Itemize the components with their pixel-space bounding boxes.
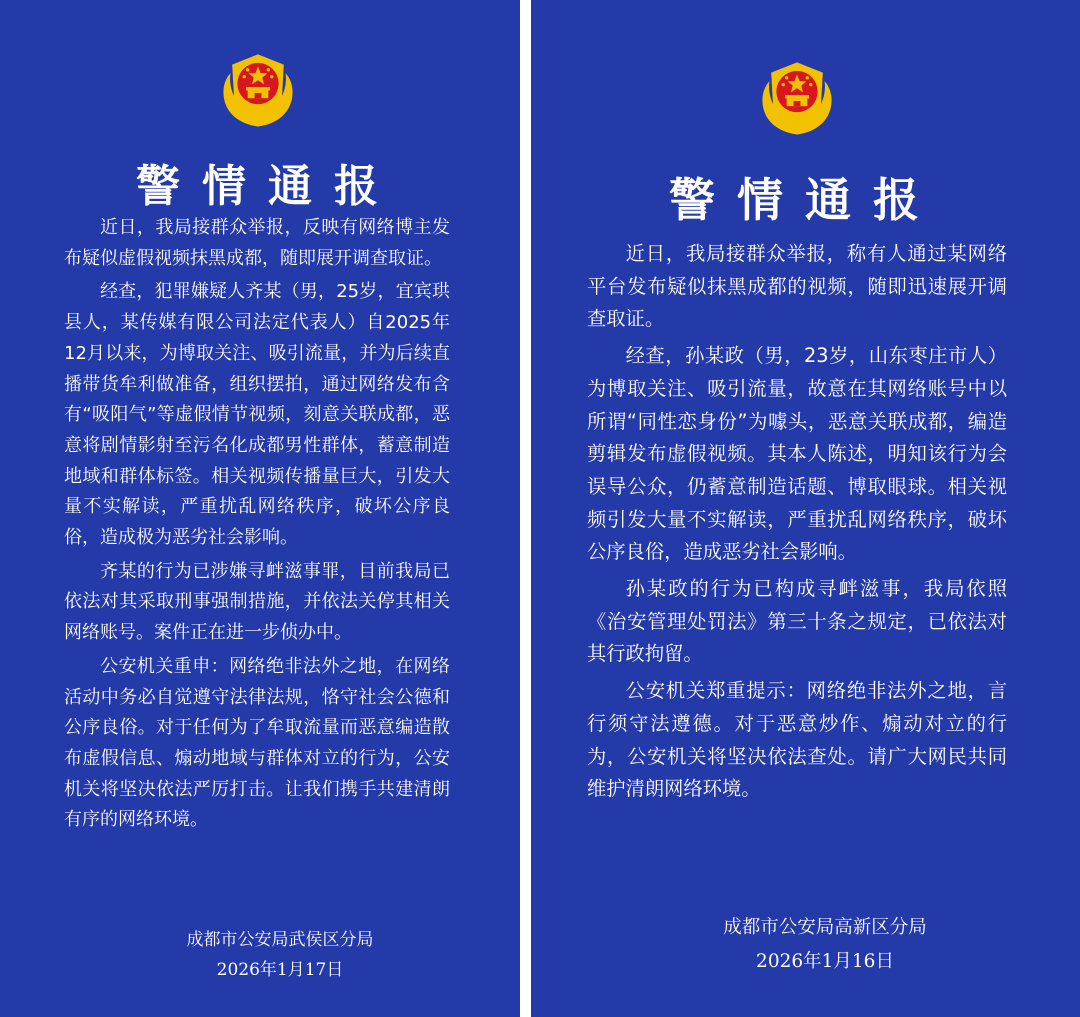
notice-paragraph: 孙某政的行为已构成寻衅滋事，我局依照《治安管理处罚法》第三十条之规定，已依法对其行政拘留。 bbox=[587, 577, 1007, 666]
notice-paragraph: 经查，孙某政（男，23岁，山东枣庄市人）为博取关注、吸引流量，故意在其网络账号中以所谓“同性恋身份”为噱头，恶意关联成都，编造剪辑发布虚假视频。其本人陈述，明知该行为会误导公众，仍蓄意制造话题、博取眼球。相关视频引发大量不实解读，严重扰乱网络秩序，破坏公序良俗，造成恶劣社会影响。 bbox=[587, 344, 1007, 564]
police-emblem-icon bbox=[754, 52, 840, 138]
issuer-name: 成都市公安局武侯区分局 bbox=[186, 930, 374, 950]
notice-paragraph: 近日，我局接群众举报，称有人通过某网络平台发布疑似抹黑成都的视频，随即迅速展开调查取证。 bbox=[587, 242, 1007, 331]
notice-paragraph: 近日，我局接群众举报，反映有网络博主发布疑似虚假视频抹黑成都，随即展开调查取证。 bbox=[64, 217, 450, 269]
notice-body bbox=[64, 213, 450, 839]
issuer-name: 成都市公安局高新区分局 bbox=[723, 917, 927, 938]
notice-panel-gaoxin bbox=[531, 0, 1080, 1017]
notice-paragraph: 公安机关郑重提示：网络绝非法外之地，言行须守法遵德。对于恶意炒作、煽动对立的行为，公安机关将坚决依法查处。请广大网民共同维护清朗网络环境。 bbox=[587, 679, 1007, 801]
issue-date: 2026年1月17日 bbox=[216, 960, 344, 980]
police-emblem-icon bbox=[215, 44, 301, 130]
notice-body bbox=[587, 238, 1007, 810]
issue-date: 2026年1月16日 bbox=[756, 951, 894, 972]
notice-title: 警情通报 bbox=[136, 161, 400, 212]
notice-paragraph: 公安机关重申：网络绝非法外之地，在网络活动中务必自觉遵守法律法规，恪守社会公德和公序良俗。对于任何为了牟取流量而恶意编造散布虚假信息、煽动地域与群体对立的行为，公安机关将坚决依法严厉打击。让我们携手共建清朗有序的网络环境。 bbox=[64, 655, 450, 831]
notice-panel-wuhou bbox=[0, 0, 520, 1017]
notice-signature bbox=[160, 925, 400, 985]
notice-title: 警情通报 bbox=[669, 173, 941, 227]
notice-paragraph: 经查，犯罪嫌疑人齐某（男，25岁，宜宾珙县人，某传媒有限公司法定代表人）自2025年12月以来，为博取关注、吸引流量，并为后续直播带货牟利做准备，组织摆拍，通过网络发布含有“吸阳气”等虚假情节视频，刻意关联成都，恶意将剧情影射至污名化成都男性群体，蓄意制造地域和群体标签。相关视频传播量巨大，引发大量不实解读，严重扰乱网络秩序，破坏公序良俗，造成极为恶劣社会影响。 bbox=[64, 281, 450, 549]
notice-signature bbox=[700, 911, 950, 979]
notice-paragraph: 齐某的行为已涉嫌寻衅滋事罪，目前我局已依法对其采取刑事强制措施，并依法关停其相关网络账号。案件正在进一步侦办中。 bbox=[64, 560, 450, 644]
